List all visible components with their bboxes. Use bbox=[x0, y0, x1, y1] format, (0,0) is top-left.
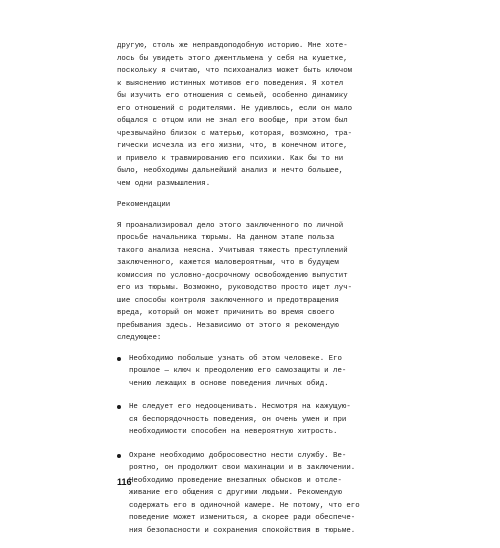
text-line: поведение может измениться, а скорее ради обеспече- bbox=[129, 514, 356, 522]
text-line: необходимости способен на невероятную хитрость. bbox=[129, 428, 338, 436]
text-line: Охране необходимо добросовестно нести службу. Ве- bbox=[129, 451, 347, 460]
text-line: чению лежащих в основе поведения личных обид. bbox=[129, 379, 329, 388]
paragraph-1 bbox=[117, 40, 399, 190]
text-line: заключенного, кажется маловероятным, что в будущем bbox=[117, 259, 339, 267]
text-line: другую, столь же неправдоподобную историю. Мне хоте- bbox=[117, 42, 348, 50]
text-line: шие способы контроля заключенного и предотвращения bbox=[117, 296, 339, 305]
text-line: его из тюрьмы. Возможно, руководство просто ищет луч- bbox=[117, 284, 353, 292]
text-line: такого анализа неясна. Учитывая тяжесть преступлений bbox=[117, 246, 348, 255]
text-line: его отношений с родителями. Не удивлюсь, если он мало bbox=[117, 104, 353, 113]
text-line: гически исчезла из его жизни, что, в конечном итоге, bbox=[117, 142, 348, 150]
bullet-icon bbox=[117, 405, 121, 409]
list-item bbox=[117, 450, 399, 538]
bullet-icon bbox=[117, 454, 121, 458]
text-line: к выяснению истинных мотивов его поведения. Я хотел bbox=[117, 79, 344, 88]
text-line: Необходимо побольше узнать об этом человеке. Его bbox=[129, 354, 342, 363]
text-line: поскольку я считаю, что психоанализ может быть ключом bbox=[117, 67, 353, 75]
paragraph-2 bbox=[117, 220, 399, 345]
text-line: чем одни размышления. bbox=[117, 179, 211, 188]
text-line: Я проанализировал дело этого заключенного по личной bbox=[117, 221, 344, 230]
text-line: и привело к травмированию его психики. Как бы то ни bbox=[117, 154, 344, 163]
page-number: 116 bbox=[117, 477, 132, 487]
text-line: общался с отцом или не знал его вообще, при этом был bbox=[117, 117, 348, 125]
page-text bbox=[117, 40, 399, 548]
text-line: Необходимо проведение внезапных обысков и отсле- bbox=[129, 476, 342, 485]
text-line: просьбе начальника тюрьмы. На данном этапе польза bbox=[117, 234, 335, 242]
text-line: бы изучить его отношения с семьей, особенно динамику bbox=[117, 92, 348, 100]
text-line: Не следует его недооценивать. Несмотря на кажущую- bbox=[129, 403, 351, 411]
list-item bbox=[117, 401, 399, 439]
text-line: комиссия по условно-досрочному освобождению выпустит bbox=[117, 271, 348, 280]
text-line: вреда, который он может причинить во время своего bbox=[117, 309, 335, 317]
text-line: живание его общения с другими людьми. Рекомендую bbox=[129, 489, 342, 497]
recommendation-list bbox=[117, 353, 399, 538]
list-item bbox=[117, 353, 399, 391]
section-heading: Рекомендации bbox=[117, 201, 171, 209]
text-line: следующее: bbox=[117, 334, 162, 342]
text-line: роятно, он продолжит свои махинации и в заключении. bbox=[129, 464, 356, 472]
text-line: ния безопасности и сохранения спокойствия в тюрьме. bbox=[129, 526, 356, 535]
text-line: лось бы увидеть этого джентльмена у себя на кушетке, bbox=[117, 54, 348, 63]
text-line: пребывания здесь. Независимо от этого я рекомендую bbox=[117, 321, 339, 330]
bullet-icon bbox=[117, 357, 121, 361]
text-line: ся беспорядочность поведения, он очень умен и при bbox=[129, 415, 347, 424]
text-line: содержать его в одиночной камере. Не потому, что его bbox=[129, 501, 360, 510]
text-line: было, необходимы дальнейший анализ и нечто большее, bbox=[117, 167, 344, 175]
text-line: прошлое — ключ к преодолению его самозащиты и ле- bbox=[129, 367, 347, 375]
text-line: чрезвычайно близок с матерью, которая, возможно, тра- bbox=[117, 129, 353, 138]
